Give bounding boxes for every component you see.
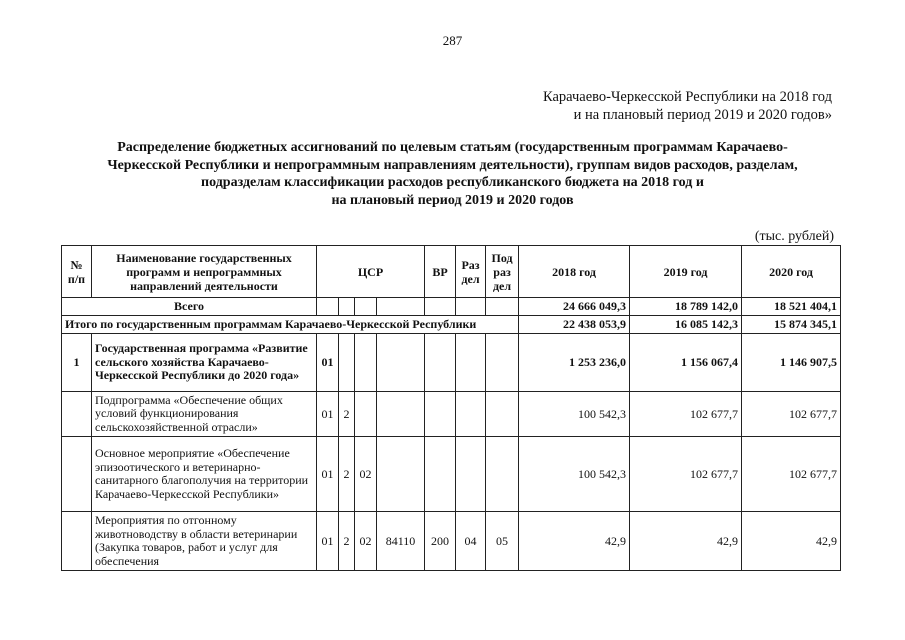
budget-table [61, 245, 841, 571]
table-row [62, 334, 841, 392]
row-csr-activity [355, 392, 377, 437]
appendix-line-1: Карачаево-Черкесской Республики на 2018 год [542, 89, 832, 105]
header-2020: 2020 год [742, 246, 841, 298]
row-csr-subprogram: 2 [339, 437, 355, 512]
row-csr-activity: 02 [355, 437, 377, 512]
row-csr-subprogram [339, 334, 355, 392]
total-2018: 24 666 049,3 [519, 298, 630, 316]
row-vr [425, 392, 456, 437]
header-2019: 2019 год [630, 246, 742, 298]
row-num: 1 [62, 334, 92, 392]
row-2020: 102 677,7 [742, 437, 841, 512]
table-row [62, 392, 841, 437]
row-2019: 1 156 067,4 [630, 334, 742, 392]
row-2019: 42,9 [630, 512, 742, 571]
row-vr [425, 334, 456, 392]
row-csr-direction [377, 392, 425, 437]
row-csr-direction [377, 437, 425, 512]
programs-total-label: Итого по государственным программам Карачаево-Черкесской Республики [62, 316, 519, 334]
header-podrazdel: Под раз дел [486, 246, 519, 298]
row-razdel [456, 334, 486, 392]
row-2018: 42,9 [519, 512, 630, 571]
document-title [60, 139, 845, 209]
table-row [62, 437, 841, 512]
title-line-3: подразделам классификации расходов республиканского бюджета на 2018 год и [201, 175, 704, 190]
page-number: 287 [442, 33, 463, 48]
appendix-line-2: и на плановый период 2019 и 2020 годов» [573, 107, 832, 123]
row-podrazdel [486, 392, 519, 437]
title-line-4: на плановый период 2019 и 2020 годов [331, 192, 574, 208]
row-csr-program: 01 [317, 437, 339, 512]
row-name: Основное мероприятие «Обеспечение эпизоотического и ветеринарно-санитарного благополучия на территории Карачаево-Черкесской Республики» [92, 437, 317, 512]
appendix-note [543, 88, 832, 124]
row-2020: 42,9 [742, 512, 841, 571]
row-csr-program: 01 [317, 392, 339, 437]
table-row [62, 512, 841, 571]
programs-total-2020: 15 874 345,1 [742, 316, 841, 334]
total-row [62, 298, 841, 316]
header-razdel: Раз дел [456, 246, 486, 298]
row-2019: 102 677,7 [630, 392, 742, 437]
row-csr-program: 01 [317, 512, 339, 571]
header-2018: 2018 год [519, 246, 630, 298]
row-podrazdel [486, 334, 519, 392]
row-csr-activity: 02 [355, 512, 377, 571]
header-num: № п/п [62, 246, 92, 298]
row-csr-subprogram: 2 [339, 512, 355, 571]
row-num [62, 392, 92, 437]
row-razdel [456, 437, 486, 512]
row-2019: 102 677,7 [630, 437, 742, 512]
programs-total-2019: 16 085 142,3 [630, 316, 742, 334]
programs-total-2018: 22 438 053,9 [519, 316, 630, 334]
table-header-row [62, 246, 841, 298]
total-label: Всего [62, 298, 317, 316]
row-razdel [456, 392, 486, 437]
total-2020: 18 521 404,1 [742, 298, 841, 316]
row-2018: 100 542,3 [519, 392, 630, 437]
row-csr-direction [377, 334, 425, 392]
programs-total-row [62, 316, 841, 334]
row-2018: 1 253 236,0 [519, 334, 630, 392]
title-line-2: Черкесской Республики и непрограммным направлениям деятельности), группам видов расходов, разделам, [107, 157, 798, 173]
row-podrazdel: 05 [486, 512, 519, 571]
header-vr: ВР [425, 246, 456, 298]
row-razdel: 04 [456, 512, 486, 571]
row-podrazdel [486, 437, 519, 512]
row-num [62, 437, 92, 512]
row-2020: 1 146 907,5 [742, 334, 841, 392]
row-csr-program: 01 [317, 334, 339, 392]
row-name: Мероприятия по отгонному животноводству в области ветеринарии (Закупка товаров, работ и услуг для обеспечения [92, 512, 317, 571]
row-name: Государственная программа «Развитие сельского хозяйства Карачаево-Черкесской Республики до 2020 года» [92, 334, 317, 392]
title-line-1: Распределение бюджетных ассигнований по целевым статьям (государственным программам Карачаево- [117, 140, 788, 155]
row-2020: 102 677,7 [742, 392, 841, 437]
row-num [62, 512, 92, 571]
row-csr-activity [355, 334, 377, 392]
header-name: Наименование государственных программ и непрограммных направлений деятельности [92, 246, 317, 298]
row-csr-direction: 84110 [377, 512, 425, 571]
header-csr: ЦСР [317, 246, 425, 298]
units-label: (тыс. рублей) [754, 229, 834, 244]
row-vr: 200 [425, 512, 456, 571]
row-vr [425, 437, 456, 512]
row-name: Подпрограмма «Обеспечение общих условий функционирования сельскохозяйственной отрасли» [92, 392, 317, 437]
row-2018: 100 542,3 [519, 437, 630, 512]
total-2019: 18 789 142,0 [630, 298, 742, 316]
row-csr-subprogram: 2 [339, 392, 355, 437]
